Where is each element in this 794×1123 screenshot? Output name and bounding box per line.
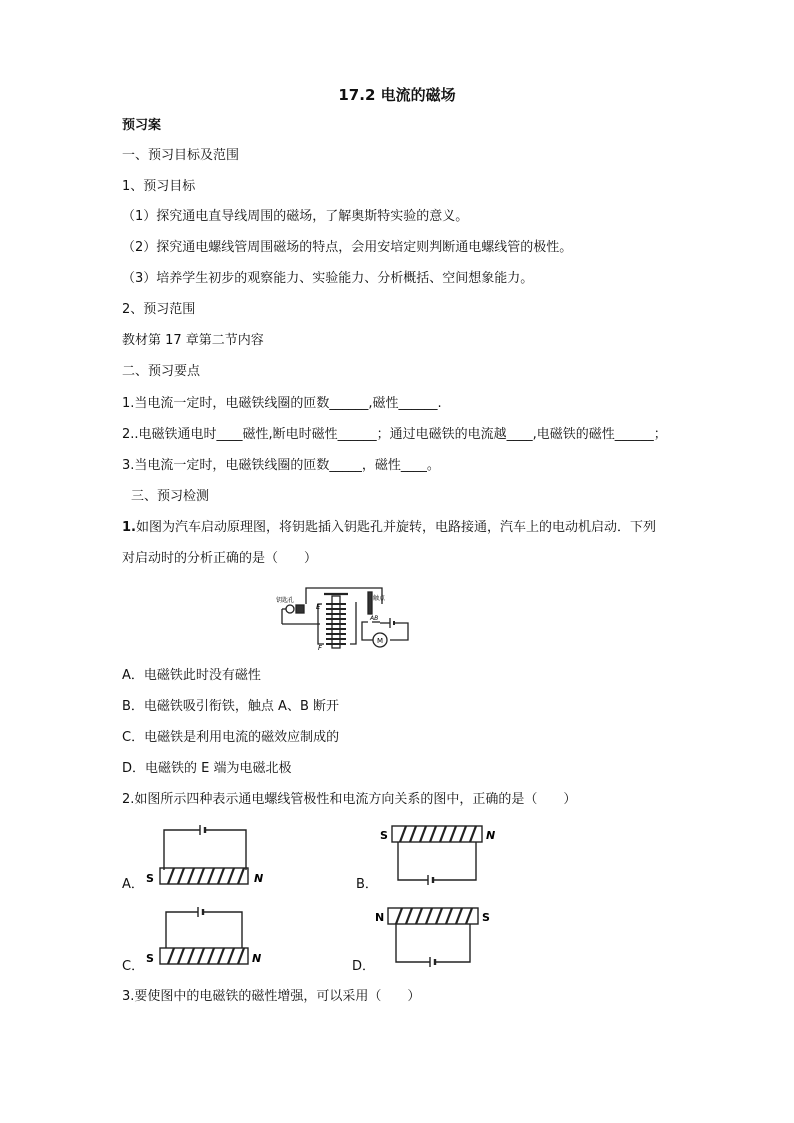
point-3: 3.当电流一定时，电磁铁线圈的匝数_____，磁性____。 bbox=[122, 458, 440, 473]
question-3: 3.要使图中的电磁铁的磁性增强，可以采用（ ） bbox=[122, 989, 421, 1004]
heading-range: 2、预习范围 bbox=[122, 302, 196, 317]
page-title: 17.2 电流的磁场 bbox=[338, 86, 456, 104]
question-2: 2.如图所示四种表示通电螺线管极性和电流方向关系的图中，正确的是（ ） bbox=[122, 792, 577, 807]
goal-2: （2）探究通电螺线管周围磁场的特点，会用安培定则判断通电螺线管的极性。 bbox=[122, 240, 573, 255]
pole-b-left: S bbox=[380, 829, 388, 842]
q2-label-b: B． bbox=[356, 877, 378, 892]
pole-c-left: S bbox=[146, 952, 154, 965]
question-1-text-2: 对启动时的分析正确的是（ ） bbox=[122, 551, 318, 566]
label-ab: AB bbox=[370, 615, 379, 622]
q1-option-c: C．电磁铁是利用电流的磁效应制成的 bbox=[122, 730, 340, 745]
key-hole-label: 钥匙孔 bbox=[276, 597, 295, 604]
q1-option-a: A．电磁铁此时没有磁性 bbox=[122, 668, 261, 683]
label-contact: 触点 bbox=[373, 595, 386, 602]
scope-text: 教材第 17 章第二节内容 bbox=[122, 333, 264, 348]
point-2: 2..电磁铁通电时____磁性,断电时磁性______；通过电磁铁的电流越____,电磁铁的磁性______； bbox=[122, 427, 667, 442]
solenoid-figure-d bbox=[374, 904, 504, 974]
question-1-number: 1. bbox=[122, 520, 136, 535]
label-f: F bbox=[318, 644, 323, 652]
heading-key-points: 二、预习要点 bbox=[122, 364, 201, 379]
heading-check: 三、预习检测 bbox=[131, 489, 210, 504]
goal-3: （3）培养学生初步的观察能力、实验能力、分析概括、空间想象能力。 bbox=[122, 271, 534, 286]
solenoid-figure-a bbox=[144, 822, 274, 892]
pole-b-right: N bbox=[486, 829, 496, 842]
section-heading: 预习案 bbox=[122, 118, 162, 133]
solenoid-figure-b bbox=[378, 822, 508, 892]
goal-1: （1）探究通电直导线周围的磁场，了解奥斯特实验的意义。 bbox=[122, 209, 469, 224]
heading-goals: 1、预习目标 bbox=[122, 179, 196, 194]
q1-option-b: B．电磁铁吸引衔铁，触点 A、B 断开 bbox=[122, 699, 339, 714]
pole-d-right: S bbox=[482, 911, 490, 924]
starter-circuit-figure bbox=[272, 582, 422, 652]
heading-goals-range: 一、预习目标及范围 bbox=[122, 148, 240, 163]
solenoid-figure-c bbox=[144, 904, 274, 974]
question-1-text: 如图为汽车启动原理图，将钥匙插入钥匙孔并旋转，电路接通，汽车上的电动机启动．下列 bbox=[135, 520, 656, 535]
q2-label-c: C． bbox=[122, 959, 145, 974]
q2-label-d: D． bbox=[352, 959, 376, 974]
q1-option-d: D．电磁铁的 E 端为电磁北极 bbox=[122, 761, 292, 776]
pole-a-right: N bbox=[254, 872, 264, 885]
q2-label-a: A． bbox=[122, 877, 144, 892]
pole-d-left: N bbox=[375, 911, 385, 924]
pole-c-right: N bbox=[252, 952, 262, 965]
question-1 bbox=[122, 520, 656, 536]
pole-a-left: S bbox=[146, 872, 154, 885]
label-motor: M bbox=[377, 637, 384, 645]
label-e: E bbox=[316, 603, 321, 611]
point-1: 1.当电流一定时，电磁铁线圈的匝数______,磁性______. bbox=[122, 396, 442, 411]
